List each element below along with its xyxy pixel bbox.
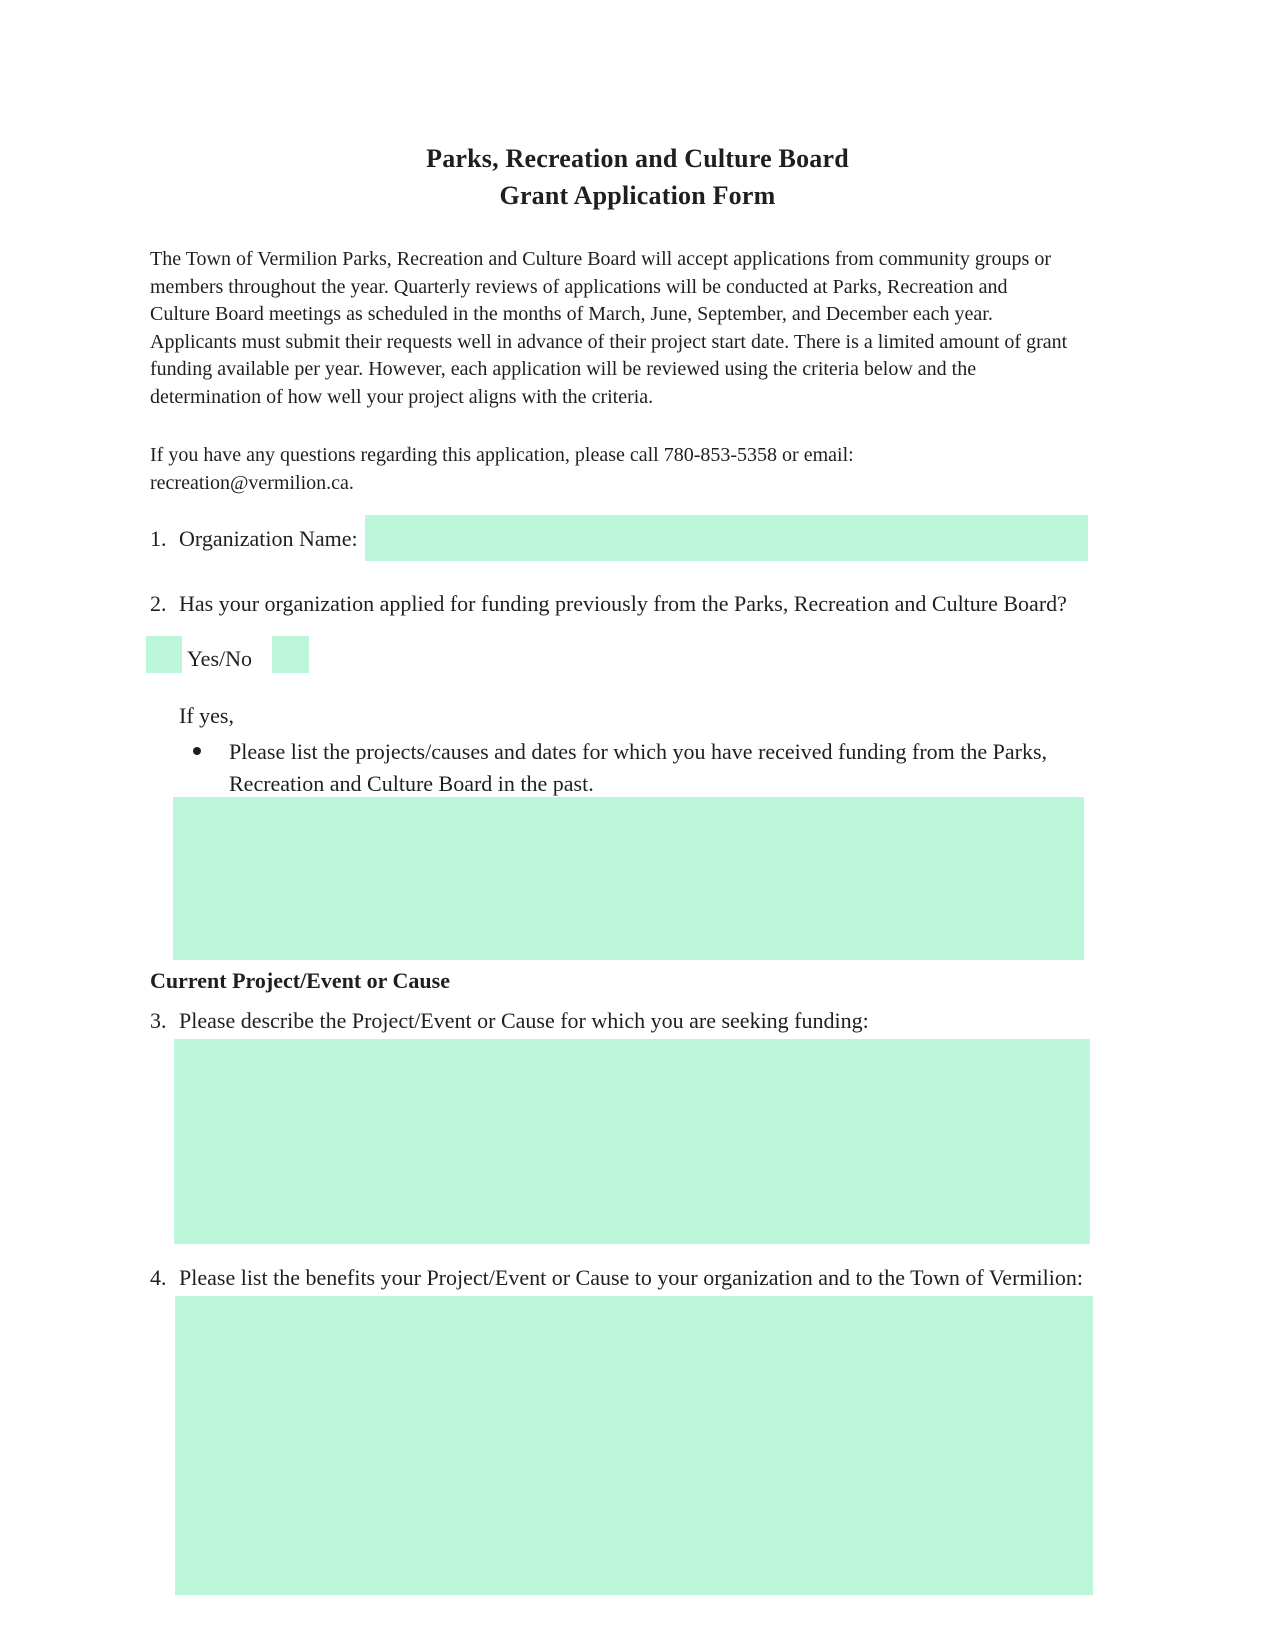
form-subtitle: Grant Application Form — [499, 181, 776, 210]
q4-number: 4. — [150, 1265, 167, 1290]
q2-number: 2. — [150, 591, 167, 616]
project-benefits-field[interactable] — [175, 1296, 1093, 1595]
intro-line: determination of how well your project aligns with the criteria. — [150, 385, 654, 408]
contact-line: If you have any questions regarding this application, please call 780-853-5358 or email: — [150, 444, 854, 466]
yes-checkbox-field[interactable] — [146, 636, 182, 673]
bullet-icon — [193, 747, 201, 755]
q3-label: Please describe the Project/Event or Cause for which you are seeking funding: — [179, 1008, 869, 1033]
intro-line: Applicants must submit their requests well in advance of their project start date. There is a limited amount of grant — [150, 330, 1068, 353]
form-title: Parks, Recreation and Culture Board — [426, 144, 849, 173]
past-funding-field[interactable] — [173, 797, 1084, 960]
section-heading: Current Project/Event or Cause — [150, 968, 450, 993]
q4-label: Please list the benefits your Project/Event or Cause to your organization and to the Town of Vermilion: — [179, 1265, 1083, 1290]
contact-paragraph — [150, 442, 1150, 497]
past-funding-prompt-line1: Please list the projects/causes and dates for which you have received funding from the Parks, — [229, 739, 1048, 764]
past-funding-prompt-line2: Recreation and Culture Board in the past. — [229, 771, 594, 796]
yes-no-label: Yes/No — [187, 646, 253, 671]
no-checkbox-field[interactable] — [272, 636, 309, 673]
intro-line: members throughout the year. Quarterly reviews of applications will be conducted at Parks, Recreation and — [150, 275, 1008, 298]
contact-email: recreation@vermilion.ca. — [150, 471, 354, 494]
intro-paragraph — [150, 246, 1150, 411]
intro-line: Culture Board meetings as scheduled in the months of March, June, September, and December each year. — [150, 303, 993, 325]
q1-number: 1. — [150, 526, 167, 551]
intro-line: The Town of Vermilion Parks, Recreation and Culture Board will accept applications from community groups or — [150, 248, 1051, 270]
q2-label: Has your organization applied for funding previously from the Parks, Recreation and Culture Board? — [179, 591, 1067, 616]
q1-label: Organization Name: — [179, 526, 358, 551]
if-yes-label: If yes, — [179, 703, 234, 728]
project-description-field[interactable] — [174, 1039, 1090, 1244]
organization-name-field[interactable] — [365, 515, 1088, 561]
q3-number: 3. — [150, 1008, 167, 1033]
intro-line: funding available per year. However, each application will be reviewed using the criteria below and the — [150, 358, 977, 380]
